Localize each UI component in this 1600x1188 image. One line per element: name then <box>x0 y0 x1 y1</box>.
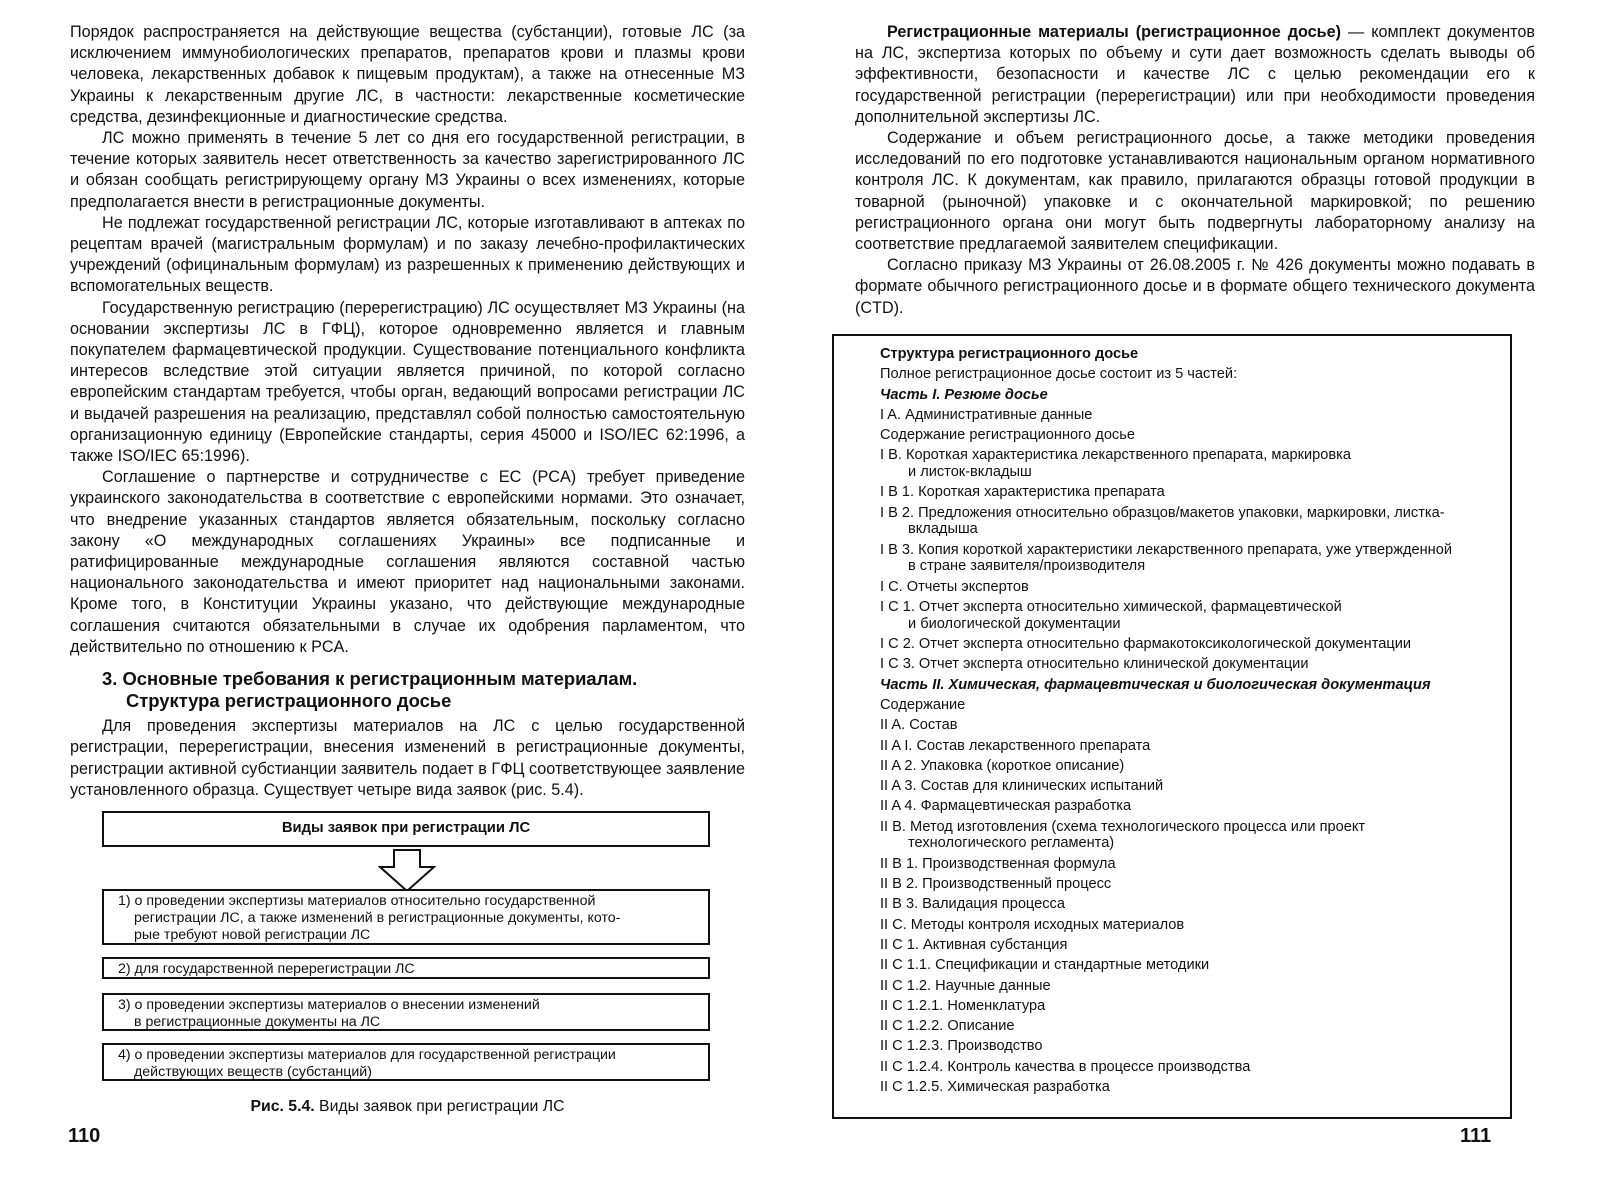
definition-paragraph <box>855 22 1535 128</box>
dossier-title: Структура регистрационного досье <box>880 346 1139 362</box>
down-arrow-icon <box>378 849 436 893</box>
dossier-part-1-items <box>880 405 1504 675</box>
dossier-item-text: Содержание <box>880 696 966 713</box>
paragraph-2: ЛС можно применять в течение 5 лет со дня его государственной регистрации, в течение которых заявитель несет ответственность за качество зарегистрированного ЛС и обязан сообщать регистрирующему органу МЗ Украины о всех изменениях, которые предполагается внести в регистрационные документы. <box>70 129 745 211</box>
diagram-item-4-line-2: действующих веществ (субстанций) <box>134 1063 372 1080</box>
diagram-item-4-line-1: 4) о проведении экспертизы материалов для государственной регистрации <box>118 1046 616 1063</box>
dossier-list-item <box>880 915 1504 935</box>
dossier-list-item <box>880 736 1504 756</box>
dossier-list-item <box>880 874 1504 894</box>
dossier-list-item <box>880 445 1504 482</box>
dossier-item-text: II A 3. Состав для клинических испытаний <box>880 778 1164 795</box>
diagram-item-1-line-3: рые требуют новой регистрации ЛС <box>134 926 371 943</box>
dossier-item-text: II C 1.2.2. Описание <box>880 1018 1015 1035</box>
definition-text: — комплект документов на ЛС, экспертиза которых по объему и сути дает возможность сделать выводы об эффективности, безопасности и качестве ЛС с целью рекомендации его к государственной регистрации (перерегистрации) или при необходимости проведения дополнительной экспертизы ЛС. <box>855 23 1536 126</box>
dossier-item-text: II A. Состав <box>880 717 958 734</box>
diagram-item-4 <box>102 1043 710 1081</box>
dossier-item-text: II B. Метод изготовления (схема технологического процесса или проект <box>880 818 1366 835</box>
diagram-item-1 <box>102 889 710 945</box>
dossier-list-item <box>880 540 1504 577</box>
dossier-item-text: I C 2. Отчет эксперта относительно фармакотоксикологической документации <box>880 636 1412 653</box>
dossier-list-item <box>880 482 1504 502</box>
dossier-list-item <box>880 996 1504 1016</box>
dossier-item-text: II C 1.2.1. Номенклатура <box>880 997 1046 1014</box>
diagram-item-3-line-1: 3) о проведении экспертизы материалов о внесении изменений <box>118 996 540 1013</box>
dossier-item-text: II B 2. Производственный процесс <box>880 876 1112 893</box>
dossier-list-item <box>880 503 1504 540</box>
right-paragraph-3: Согласно приказу МЗ Украины от 26.08.2005 г. № 426 документы можно подавать в формате обычного регистрационного досье и в формате общего технического документа (CTD). <box>855 256 1535 317</box>
dossier-item-continuation: в стране заявителя/производителя <box>908 558 1146 575</box>
page-number-left: 110 <box>68 1125 101 1147</box>
dossier-intro: Полное регистрационное досье состоит из 5 частей: <box>880 366 1238 383</box>
figure-caption-label: Рис. 5.4. <box>250 1098 315 1115</box>
dossier-item-text: II B 1. Производственная формула <box>880 855 1116 872</box>
paragraph-3: Не подлежат государственной регистрации ЛС, которые изготавливают в аптеках по рецептам врачей (магистральным формулам) и по заказу лечебно-профилактических учреждений (официнальным формулам) из разрешенных к применению действующих и вспомогательных веществ. <box>70 213 745 296</box>
dossier-item-continuation: технологического регламента) <box>908 835 1115 852</box>
dossier-item-text: Содержание регистрационного досье <box>880 427 1135 444</box>
dossier-list-item <box>880 935 1504 955</box>
page-number-right: 111 <box>1460 1125 1492 1147</box>
paragraph-5: Соглашение о партнерстве и сотрудничестве с ЕС (PCA) требует приведение украинского законодательства в соответствие с европейскими нормами. Это означает, что внедрение указанных стандартов является обязательным, поскольку согласно закону «О международных соглашениях Украины» все подписанные и ратифицированные международные соглашения являются составной частью национального законодательства и имеют приоритет над национальными законами. Кроме того, в Конституции Украины указано, что действующие международные соглашения считаются обязательными в случае их одобрения парламентом, что действительно по отношению к PCA. <box>70 468 745 656</box>
dossier-item-text: II C 1.1. Спецификации и стандартные методики <box>880 957 1210 974</box>
diagram-item-3 <box>102 993 710 1031</box>
diagram-item-1-line-2: регистрации ЛС, а также изменений в регистрационные документы, кото- <box>134 909 621 926</box>
dossier-item-continuation: вкладыша <box>908 521 978 538</box>
dossier-list-item <box>880 796 1504 816</box>
dossier-item-text: II C 1.2.4. Контроль качества в процессе производства <box>880 1058 1251 1075</box>
right-paragraph-2: Содержание и объем регистрационного досье, а также методики проведения исследований по его подготовке устанавливаются национальным органом нормативного контроля ЛС. К документам, как правило, прилагаются образцы готовой продукции в товарной (рыночной) упаковке и с окончательной маркировкой; по решению регистрационного органа они могут быть подвергнуты лабораторному анализу на соответствие предлагаемой заявителем спецификации. <box>855 129 1535 254</box>
section-heading-line-1: 3. Основные требования к регистрационным материалам. <box>102 668 638 690</box>
dossier-item-text: I B. Короткая характеристика лекарственного препарата, маркировка <box>880 447 1351 464</box>
section-paragraph: Для проведения экспертизы материалов на ЛС с целью государственной регистрации, перерегистрации, внесения изменений в регистрационные документы, регистрации активной субстианции заявитель подает в ГФЦ соответствующее заявление установленного образца. Существует четыре вида заявок (рис. 5.4). <box>70 717 745 799</box>
dossier-part-2-heading: Часть II. Химическая, фармацевтическая и биологическая документация <box>880 676 1431 693</box>
dossier-list-item <box>880 634 1504 654</box>
paragraph-1: Порядок распространяется на действующие вещества (субстанции), готовые ЛС (за исключением иммунобиологических препаратов, препаратов крови и плазмы крови человека, лекарственных добавок к пищевым продуктам), а также на отнесенные МЗ Украины к лекарственным другие ЛС, в частности: лекарственные косметические средства, дезинфекционные и диагностические средства. <box>70 23 745 126</box>
dossier-list-item <box>880 695 1504 715</box>
dossier-structure-box <box>832 334 1512 1119</box>
dossier-item-text: II C 1.2.3. Производство <box>880 1038 1043 1055</box>
dossier-item-continuation: и биологической документации <box>908 615 1121 632</box>
dossier-item-text: II C 1.2.5. Химическая разработка <box>880 1079 1110 1096</box>
dossier-item-text: I B 3. Копия короткой характеристики лекарственного препарата, уже утвержденной <box>880 541 1452 558</box>
dossier-part-2-items <box>880 695 1504 1097</box>
dossier-list-item <box>880 756 1504 776</box>
dossier-item-text: II A I. Состав лекарственного препарата <box>880 737 1151 754</box>
application-types-diagram <box>70 811 745 1103</box>
diagram-title-box <box>102 811 710 847</box>
dossier-list-item <box>880 715 1504 735</box>
dossier-item-text: I C 1. Отчет эксперта относительно химической, фармацевтической <box>880 599 1342 616</box>
dossier-item-text: II C 1. Активная субстанция <box>880 936 1068 953</box>
diagram-item-2 <box>102 957 710 979</box>
diagram-item-1-line-1: 1) о проведении экспертизы материалов относительно государственной <box>118 892 596 909</box>
dossier-item-text: I A. Административные данные <box>880 406 1093 423</box>
dossier-part-1-heading: Часть I. Резюме досье <box>880 386 1048 403</box>
dossier-list-item <box>880 405 1504 425</box>
left-text-column <box>70 22 745 1103</box>
dossier-item-text: II B 3. Валидация процесса <box>880 896 1065 913</box>
dossier-list-item <box>880 1016 1504 1036</box>
dossier-list-item <box>880 776 1504 796</box>
section-heading <box>70 668 745 712</box>
figure-caption-text: Виды заявок при регистрации ЛС <box>314 1098 565 1115</box>
dossier-list-item <box>880 894 1504 914</box>
dossier-list-item <box>880 654 1504 674</box>
dossier-list-item <box>880 577 1504 597</box>
dossier-list-item <box>880 1057 1504 1077</box>
dossier-item-continuation: и листок-вкладыш <box>908 463 1032 480</box>
dossier-item-text: II A 4. Фармацевтическая разработка <box>880 798 1132 815</box>
paragraph-4: Государственную регистрацию (перерегистрацию) ЛС осуществляет МЗ Украины (на основании экспертизы ЛС в ГФЦ), которое одновременно является и главным покупателем фармацевтической продукции. Существование потенциального конфликта интересов вследствие этой ситуации является причиной, по которой согласно европейским стандартам требуется, чтобы орган, ведающий вопросами регистрации ЛС и выдачей разрешения на реализацию, представлял собой полностью самостоятельную организационную единицу (Европейские стандарты, серия 45000 и ISO/IEC 62:1996, а также ISO/IEC 65:1996). <box>70 298 745 466</box>
diagram-item-3-line-2: в регистрационные документы на ЛС <box>134 1013 381 1030</box>
dossier-item-text: II C. Методы контроля исходных материалов <box>880 916 1185 933</box>
figure-caption <box>70 1098 745 1116</box>
dossier-item-text: I C 3. Отчет эксперта относительно клинической документации <box>880 656 1309 673</box>
dossier-list-item <box>880 976 1504 996</box>
dossier-structure-list <box>880 344 1504 1097</box>
dossier-item-text: I C. Отчеты экспертов <box>880 578 1029 595</box>
dossier-list-item <box>880 597 1504 634</box>
definition-term: Регистрационные материалы (регистрационное досье) <box>887 23 1342 41</box>
diagram-item-2-line-1: 2) для государственной перерегистрации ЛС <box>118 960 415 977</box>
dossier-list-item <box>880 1077 1504 1097</box>
section-heading-line-2: Структура регистрационного досье <box>126 690 452 712</box>
dossier-list-item <box>880 817 1504 854</box>
dossier-item-text: II A 2. Упаковка (короткое описание) <box>880 757 1125 774</box>
dossier-item-text: I B 2. Предложения относительно образцов/макетов упаковки, маркировки, листка- <box>880 504 1445 521</box>
dossier-item-text: II C 1.2. Научные данные <box>880 977 1051 994</box>
diagram-title: Виды заявок при регистрации ЛС <box>281 820 531 837</box>
dossier-list-item <box>880 854 1504 874</box>
dossier-list-item <box>880 425 1504 445</box>
dossier-item-text: I B 1. Короткая характеристика препарата <box>880 484 1165 501</box>
dossier-list-item <box>880 1036 1504 1056</box>
right-text-column <box>855 22 1535 319</box>
dossier-list-item <box>880 955 1504 975</box>
